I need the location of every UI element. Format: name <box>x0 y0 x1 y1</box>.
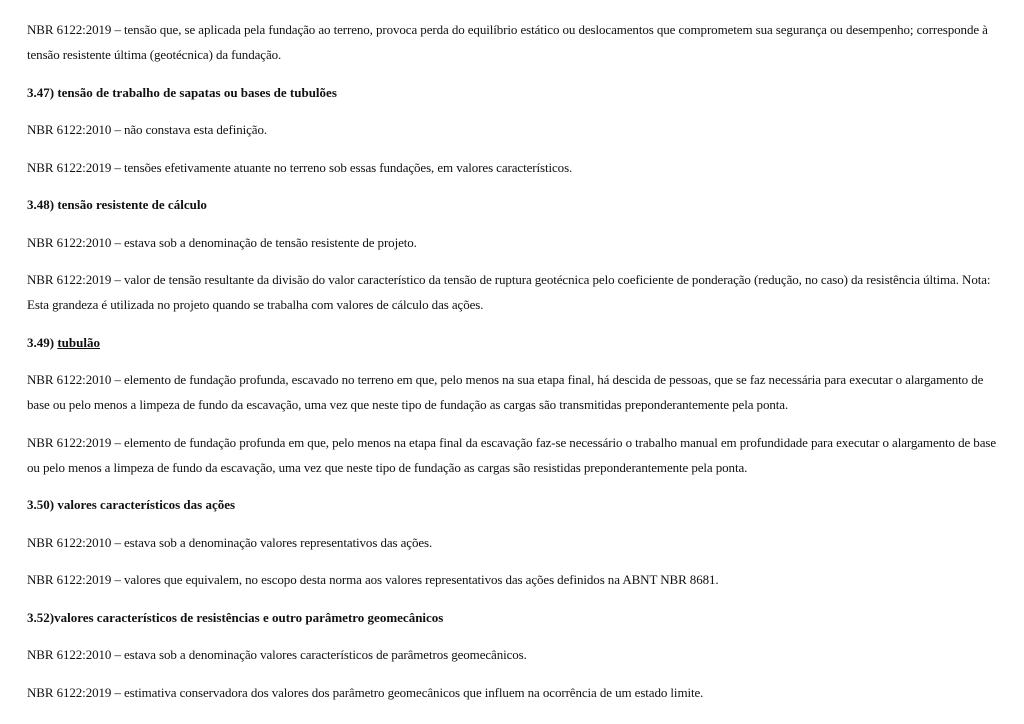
paragraph-3-48-2019: NBR 6122:2019 – valor de tensão resultante da divisão do valor característico da tensão de ruptura geotécnica pelo coeficiente de ponderação (redução, no caso) da resistência última. Nota: Esta grandeza é utilizada no projeto quando se trabalha com valores de cálculo das ações. <box>27 272 991 312</box>
heading-3-47: 3.47) tensão de trabalho de sapatas ou bases de tubulões <box>27 84 337 100</box>
paragraph-3-49-2010: NBR 6122:2010 – elemento de fundação profunda, escavado no terreno em que, pelo menos na sua etapa final, há descida de pessoas, que se faz necessária para executar o alargamento de base ou pelo menos a limpeza de fundo da escavação, uma vez que neste tipo de fundação as cargas são transmitidas preponderantemente pela ponta. <box>27 372 984 412</box>
paragraph-3-47-2010: NBR 6122:2010 – não constava esta definição. <box>27 122 268 137</box>
document-body <box>27 17 1002 705</box>
heading-3-49-number: 3.49) <box>27 334 58 350</box>
paragraph-3-52-2019: NBR 6122:2019 – estimativa conservadora dos valores dos parâmetro geomecânicos que influem na ocorrência de um estado limite. <box>27 684 704 700</box>
heading-3-48: 3.48) tensão resistente de cálculo <box>27 197 207 212</box>
paragraph-3-52-2010: NBR 6122:2010 – estava sob a denominação valores característicos de parâmetros geomecânicos. <box>27 647 527 662</box>
heading-3-52: 3.52)valores característicos de resistências e outro parâmetro geomecânicos <box>27 609 444 625</box>
paragraph-3-50-2010: NBR 6122:2010 – estava sob a denominação valores representativos das ações. <box>27 534 433 550</box>
heading-3-50: 3.50) valores característicos das ações <box>27 497 236 512</box>
paragraph-3-49-2019: NBR 6122:2019 – elemento de fundação profunda em que, pelo menos na etapa final da escavação faz-se necessário o trabalho manual em profundidade para executar o alargamento de base ou pelo menos a limpeza de fundo da escavação, uma vez que neste tipo de fundação as cargas são resistidas preponderantemente pela ponta. <box>27 434 996 475</box>
heading-3-49 <box>27 330 1002 355</box>
paragraph-3-47-2019: NBR 6122:2019 – tensões efetivamente atuante no terreno sob essas fundações, em valores característicos. <box>27 159 573 175</box>
paragraph-3-48-2010: NBR 6122:2010 – estava sob a denominação de tensão resistente de projeto. <box>27 234 417 250</box>
tubulao-link[interactable]: tubulão <box>57 334 100 350</box>
paragraph-3-46-2019: NBR 6122:2019 – tensão que, se aplicada pela fundação ao terreno, provoca perda do equilíbrio estático ou deslocamentos que comprometem sua segurança ou desempenho; corresponde à tensão resistente última (geotécnica) da fundação. <box>27 22 988 62</box>
paragraph-3-50-2019: NBR 6122:2019 – valores que equivalem, no escopo desta norma aos valores representativos das ações definidos na ABNT NBR 8681. <box>27 572 719 587</box>
